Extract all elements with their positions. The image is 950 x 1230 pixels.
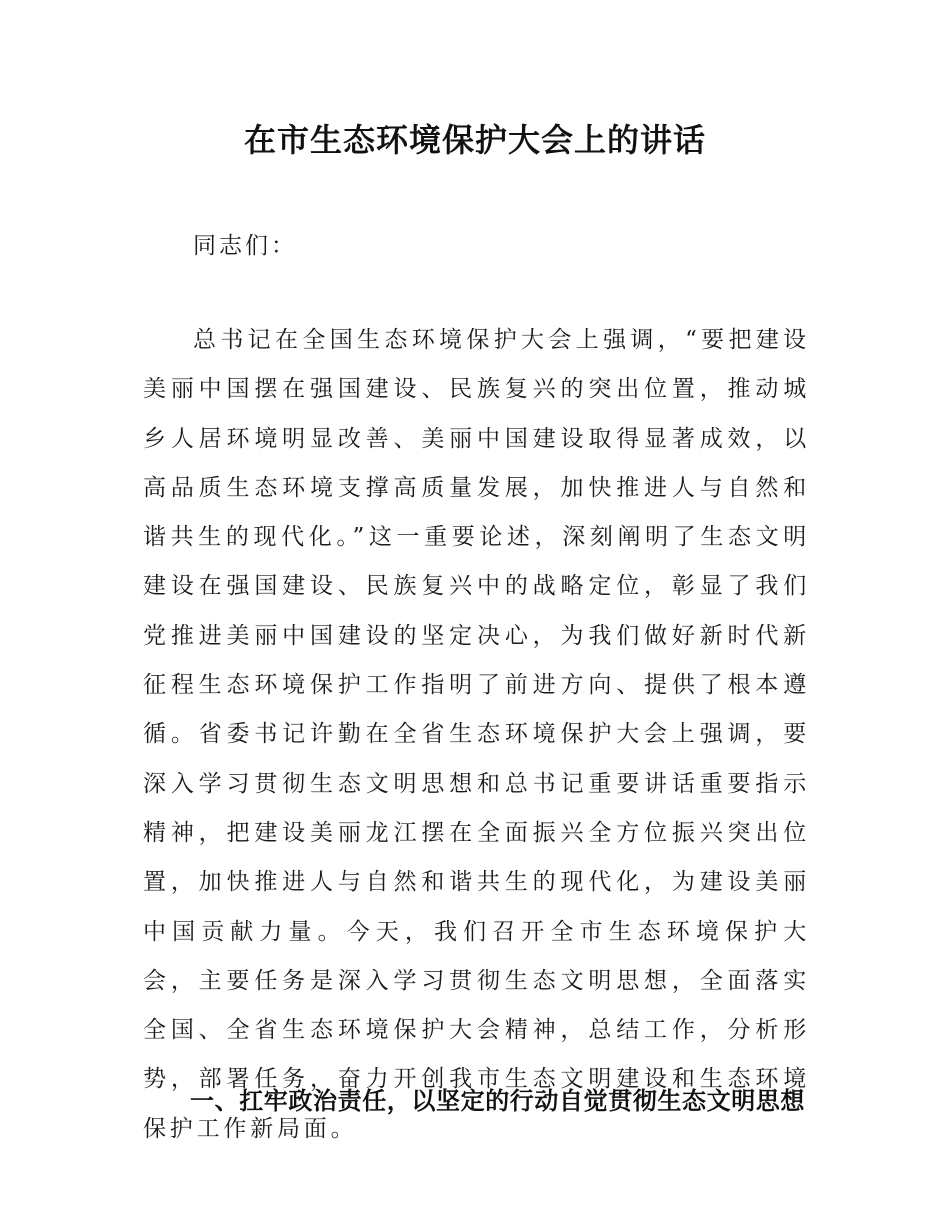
document-title: 在市生态环境保护大会上的讲话 xyxy=(243,121,706,159)
greeting: 同志们： xyxy=(193,233,297,259)
body-paragraph: 总书记在全国生态环境保护大会上强调，“要把建设美丽中国摆在强国建设、民族复兴的突出位置，推动城乡人居环境明显改善、美丽中国建设取得显著成效，以高品质生态环境支撑高质量发展，加快推进人与自然和谐共生的现代化。”这一重要论述，深刻阐明了生态文明建设在强国建设、民族复兴中的战略定位，彰显了我们党推进美丽中国建设的坚定决心，为我们做好新时代新征程生态环境保护工作指明了前进方向、提供了根本遵循。省委书记许勤在全省生态环境保护大会上强调，要深入学习贯彻生态文明思想和总书记重要讲话重要指示精神，把建设美丽龙江摆在全面振兴全方位振兴突出位置，加快推进人与自然和谐共生的现代化，为建设美丽中国贡献力量。今天，我们召开全市生态环境保护大会，主要任务是深入学习贯彻生态文明思想，全面落实全国、全省生态环境保护大会精神，总结工作，分析形势，部署任务，奋力开创我市生态文明建设和生态环境保护工作新局面。 xyxy=(143,327,810,1142)
section-heading: 一、扛牢政治责任，以坚定的行动自觉贯彻生态文明思想 xyxy=(190,1087,805,1115)
